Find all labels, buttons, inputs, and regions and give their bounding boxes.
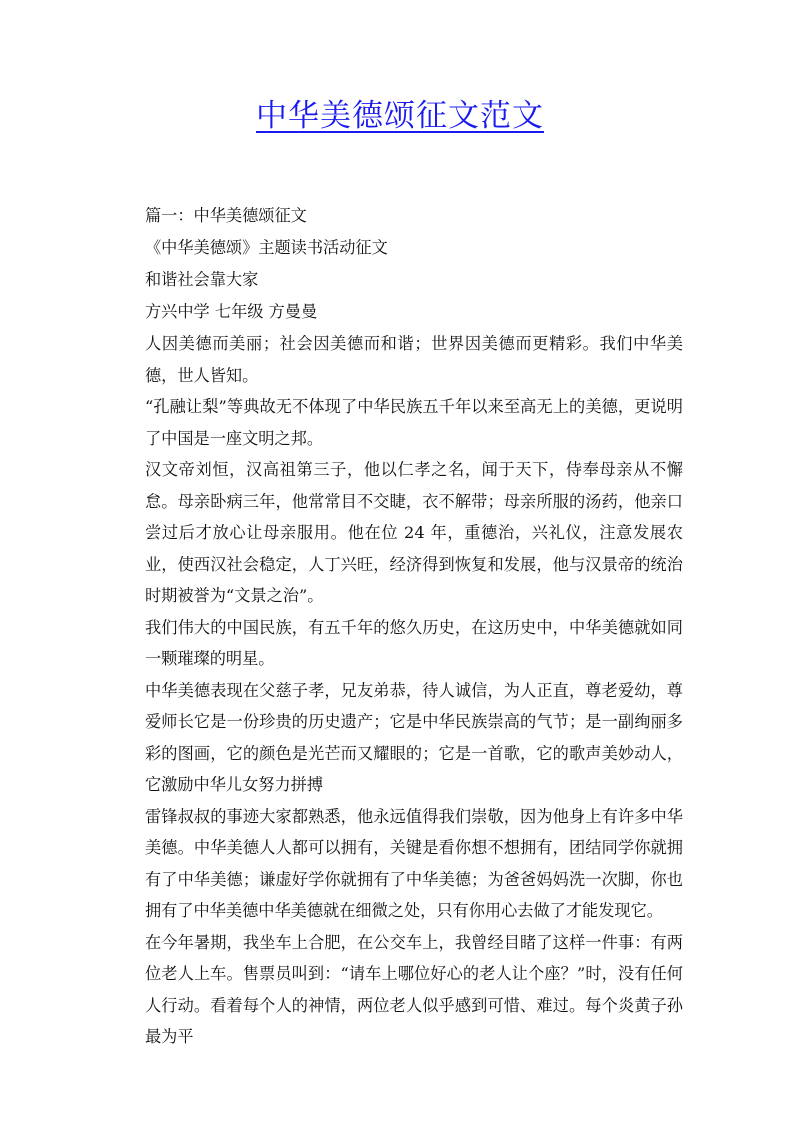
- author-line: 方兴中学 七年级 方曼曼: [145, 302, 318, 321]
- essay-title: 和谐社会靠大家: [145, 270, 259, 289]
- paragraph: 人因美德而美丽；社会因美德而和谐；世界因美德而更精彩。我们中华美德，世人皆知。: [145, 334, 683, 385]
- document-title[interactable]: 中华美德颂征文范文: [256, 98, 544, 134]
- section-heading: 篇一：中华美德颂征文: [145, 206, 307, 225]
- paragraph: 在今年暑期，我坐车上合肥，在公交车上，我曾经目睹了这样一件事：有两位老人上车。售票员叫到：“请车上哪位好心的老人让个座？”时，没有任何人行动。看着每个人的神情，两位老人似乎感到可惜、难过。每个炎黄子孙最为平: [145, 932, 683, 1046]
- paragraph: 汉文帝刘恒，汉高祖第三子，他以仁孝之名，闻于天下，侍奉母亲从不懈怠。母亲卧病三年，他常常目不交睫，衣不解带；母亲所服的汤药，他亲口尝过后才放心让母亲服用。他在位 24 年，重德治，兴礼仪，注意发展农业，使西汉社会稳定，人丁兴旺，经济得到恢复和发展，他与汉景帝的统治时期被誉为“文景之治”。: [145, 460, 683, 605]
- paragraph: 雷锋叔叔的事迹大家都熟悉，他永远值得我们崇敬，因为他身上有许多中华美德。中华美德人人都可以拥有，关键是看你想不想拥有，团结同学你就拥有了中华美德；谦虚好学你就拥有了中华美德；为爸爸妈妈洗一次脚，你也拥有了中华美德中华美德就在细微之处，只有你用心去做了才能发现它。: [145, 806, 683, 920]
- paragraph: 中华美德表现在父慈子孝，兄友弟恭，待人诚信，为人正直，尊老爱幼，尊爱师长它是一份珍贵的历史遗产；它是中华民族崇高的气节；是一副绚丽多彩的图画，它的颜色是光芒而又耀眼的；它是一首歌，它的歌声美妙动人，它激励中华儿女努力拼搏: [145, 680, 683, 794]
- paragraph: “孔融让梨”等典故无不体现了中华民族五千年以来至高无上的美德，更说明了中国是一座文明之邦。: [145, 397, 683, 448]
- document-body: [117, 200, 683, 1053]
- activity-title: 《中华美德颂》主题读书活动征文: [145, 238, 388, 257]
- paragraph: 我们伟大的中国民族，有五千年的悠久历史，在这历史中，中华美德就如同一颗璀璨的明星。: [145, 617, 683, 668]
